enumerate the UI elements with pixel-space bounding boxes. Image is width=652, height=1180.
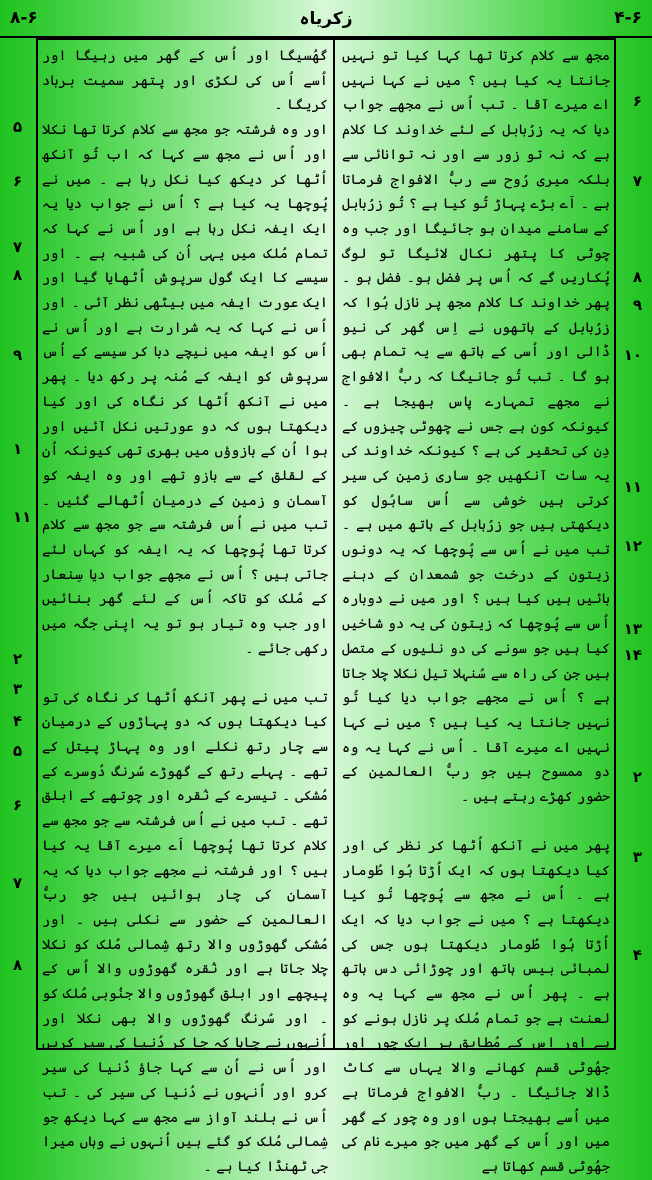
paragraph: تب میں نے پھر آنکھ اُٹھا کر نگاہ کی تو کیا دیکھتا ہوں کہ دو پہاڑوں کے درمیان سے چار رتھ نکلے اور وہ پہاڑ پیتل کے تھے ۔ پہلے رتھ کے گھوڑے سُرنگ دُوسرے کے مُشکی ۔ تیسرے کے نُقرہ اور چوتھے کے ابلق تھے ۔ تب میں نے اُس فرشتہ سے جو مجھ سے کلام کرتا تھا پُوچھا اَے میرے آقا یہ کیا ہیں ؟ اور فرشتہ نے مجھے جواب دیا کہ یہ آسمان کی چار ہوائیں ہیں جو ربُّ العالمین کے حضور سے نکلی ہیں ۔ اور مُشکی گھوڑوں والا رتھ شِمالی مُلک کو نکلا چلا جاتا ہے اور نُقرہ گھوڑوں والا اُس کے پیچھے اور ابلق گھوڑوں والا جنُوبی مُلک کو ۔ اور سُرنگ گھوڑوں والا بھی نکلا اور اُنہوں نے چاہا کہ جا کر دُنیا کی سیر کریں اور اُس نے اُن سے کہا جاؤ دُنیا کی سیر کرو اور اُنہوں نے دُنیا کی سیر کی ۔ تب اُس نے بلند آواز سے مجھ سے کہا دیکھ جو شِمالی مُلک کو گئے ہیں اُنہوں نے وہاں میرا جی ٹھنڈا کیا ہے ۔ bbox=[42, 689, 328, 1175]
verse-number: ۱۱ bbox=[623, 478, 642, 496]
verse-number: ۷ bbox=[632, 172, 642, 190]
verse-number: ۵ bbox=[13, 742, 23, 760]
right-text-column bbox=[342, 44, 610, 1180]
column-divider bbox=[333, 38, 335, 1050]
verse-number: ۶ bbox=[13, 172, 23, 190]
verse-number: ۵ bbox=[13, 118, 23, 136]
paragraph-gap bbox=[42, 662, 328, 686]
verse-number: ۱۲ bbox=[623, 537, 642, 555]
paragraph-gap bbox=[342, 810, 610, 834]
paragraph: اور وہ فرشتہ جو مجھ سے کلام کرتا تھا نکلا اور اُس نے مجھ سے کہا کہ اب تُو آنکھ اُٹھا کر دیکھ کیا نکل رہا ہے ۔ میں نے پُوچھا یہ کیا ہے ؟ اُس نے جواب دیا یہ ایک ایفہ نکل رہا ہے اور اُس نے کہا کہ تمام مُلک میں یہی اُن کی شبیہ ہے ۔ اور سیسے کا ایک گول سرپوش اُٹھایا گیا اور ایک عورت ایفہ میں بیٹھی نظر آئی ۔ اور اُس نے کہا کہ یہ شرارت ہے اور اُس نے اُس کو ایفہ میں نیچے دبا کر سیسے کے اُس سرپوش کو ایفہ کے مُنہ پر رکھ دیا ۔ پھر میں نے آنکھ اُٹھا کر نگاہ کی اور کیا دیکھتا ہوں کہ دو عورتیں نکل آئیں اور ہوا اُن کے بازوؤں میں بھری تھی کیونکہ اُن کے لقلق کے سے بازو تھے اور وہ ایفہ کو آسمان و زمین کے درمیان اُٹھالے گئیں ۔ تب میں نے اُس فرشتہ سے جو مجھ سے کلام کرتا تھا پُوچھا کہ یہ ایفہ کو کہاں لئے جاتی ہیں ؟ اُس نے مجھے جواب دیا سِنعار کے مُلک کو تاکہ اُس کے لئے گھر بنائیں اور جب وہ تیار ہو تو یہ اپنی جگہ میں رکھی جائے ۔ bbox=[42, 122, 328, 657]
verse-number: ۲ bbox=[13, 650, 23, 668]
verse-number: ۱۳ bbox=[623, 620, 642, 638]
verse-number: ۷ bbox=[13, 874, 23, 892]
verse-number: ۴ bbox=[13, 712, 23, 730]
left-text-column bbox=[42, 44, 328, 1180]
verse-number: ۲ bbox=[632, 768, 642, 786]
verse-number: ۹ bbox=[632, 296, 642, 314]
verse-number: ۶ bbox=[632, 92, 642, 110]
verse-number: ۸ bbox=[13, 266, 23, 284]
paragraph: مجھ سے کلام کرتا تھا کہا کیا تو نہیں جانتا یہ کیا ہیں ؟ میں نے کہا نہیں اے میرے آقا ۔ تب اُس نے مجھے جواب دیا کہ یہ زرُبابل کے لئے خداوند کا کلام ہے کہ نہ تو زور سے اور نہ توانائی سے بلکہ میری رُوح سے ربُّ الافواج فرماتا ہے ۔ اَے بڑے پہاڑ تُو کیا ہے ؟ تُو زرُبابل کے سامنے میدان ہو جائیگا اور جب وہ چوٹی کا پتھر نکال لائیگا تو لوگ پُکاریں گے کہ اُس پر فضل ہو۔ فضل ہو ۔ پھر خداوند کا کلام مجھ پر نازل ہُوا کہ زرُبابل کے ہاتھوں نے اِس گھر کی نیو ڈالی اور اُسی کے ہاتھ سے یہ تمام بھی ہو گا ۔ تب تُو جانیگا کہ ربُّ الافواج نے مجھے تمہارے پاس بھیجا ہے ۔ کیونکہ کون ہے جس نے چھوٹی چیزوں کے دِن کی تحقیر کی ہے ؟ کیونکہ خداوند کی یہ سات آنکھیں جو ساری زمین کی سیر کرتی ہیں خوشی سے اُس ساہُول کو دیکھتی ہیں جو زرُبابل کے ہاتھ میں ہے ۔ تب میں نے اُس سے پُوچھا کہ یہ دونوں زیتون کے درخت جو شمعدان کے دہنے بائیں ہیں کیا ہیں ؟ اور میں نے دوبارہ اُس سے پُوچھا کہ زیتون کی یہ دو شاخیں کیا ہیں جو سونے کی دو نلیوں کے متصل ہیں جن کی راہ سے سُنہلا تیل نکلا چلا جاتا ہے ؟ اُس نے مجھے جواب دیا کیا تُو نہیں جانتا یہ کیا ہیں ؟ میں نے کہا نہیں اے میرے آقا ۔ اُس نے کہا یہ وہ دو ممسوح ہیں جو ربُّ العالمین کے حضور کھڑے رہتے ہیں ۔ bbox=[342, 48, 610, 806]
verse-number: ۴ bbox=[632, 946, 642, 964]
verse-number: ۳ bbox=[632, 848, 642, 866]
verse-number: ۸ bbox=[13, 956, 23, 974]
verse-number: ۶ bbox=[13, 796, 23, 814]
verse-number: ۱۰ bbox=[623, 346, 642, 364]
right-page-reference: ۴-۶ bbox=[614, 8, 642, 28]
verse-number: ۱۱ bbox=[13, 508, 32, 526]
paragraph: پھر میں نے آنکھ اُٹھا کر نظر کی اور کیا دیکھتا ہوں کہ ایک اُڑتا ہُوا طُومار ہے ۔ اُس نے مجھ سے پُوچھا تُو کیا دیکھتا ہے ؟ میں نے جواب دیا کہ ایک اُڑتا ہُوا طُومار دیکھتا ہوں جس کی لمبائی بیس ہاتھ اور چوڑائی دس ہاتھ ہے ۔ پھر اُس نے مجھ سے کہا یہ وہ لعنت ہے جو تمام مُلک پر نازل ہونے کو ہے اور اِس کے مُطابق ہر ایک چور اور جھُوٹی قسم کھانے والا یہاں سے کاٹ ڈالا جائیگا ۔ ربُّ الافواج فرماتا ہے میں اُسے بھیجتا ہوں اور وہ چور کے گھر میں اور اُس کے گھر میں جو میرے نام کی جھُوٹی قسم کھاتا ہے bbox=[342, 837, 610, 1175]
verse-number: ۹ bbox=[13, 346, 23, 364]
paragraph: گھُسیگا اور اُس کے گھر میں رہیگا اور اُسے اُس کی لکڑی اور پتھر سمیت برباد کریگا ۔ bbox=[42, 48, 328, 114]
verse-number: ۱ bbox=[13, 440, 23, 458]
verse-number: ۱۴ bbox=[623, 646, 642, 664]
book-title: زکریاہ bbox=[299, 9, 353, 29]
page-header bbox=[0, 0, 652, 38]
verse-number: ۸ bbox=[632, 268, 642, 286]
left-page-reference: ۸-۶ bbox=[10, 8, 38, 28]
verse-number: ۳ bbox=[13, 680, 23, 698]
verse-number: ۷ bbox=[13, 238, 23, 256]
